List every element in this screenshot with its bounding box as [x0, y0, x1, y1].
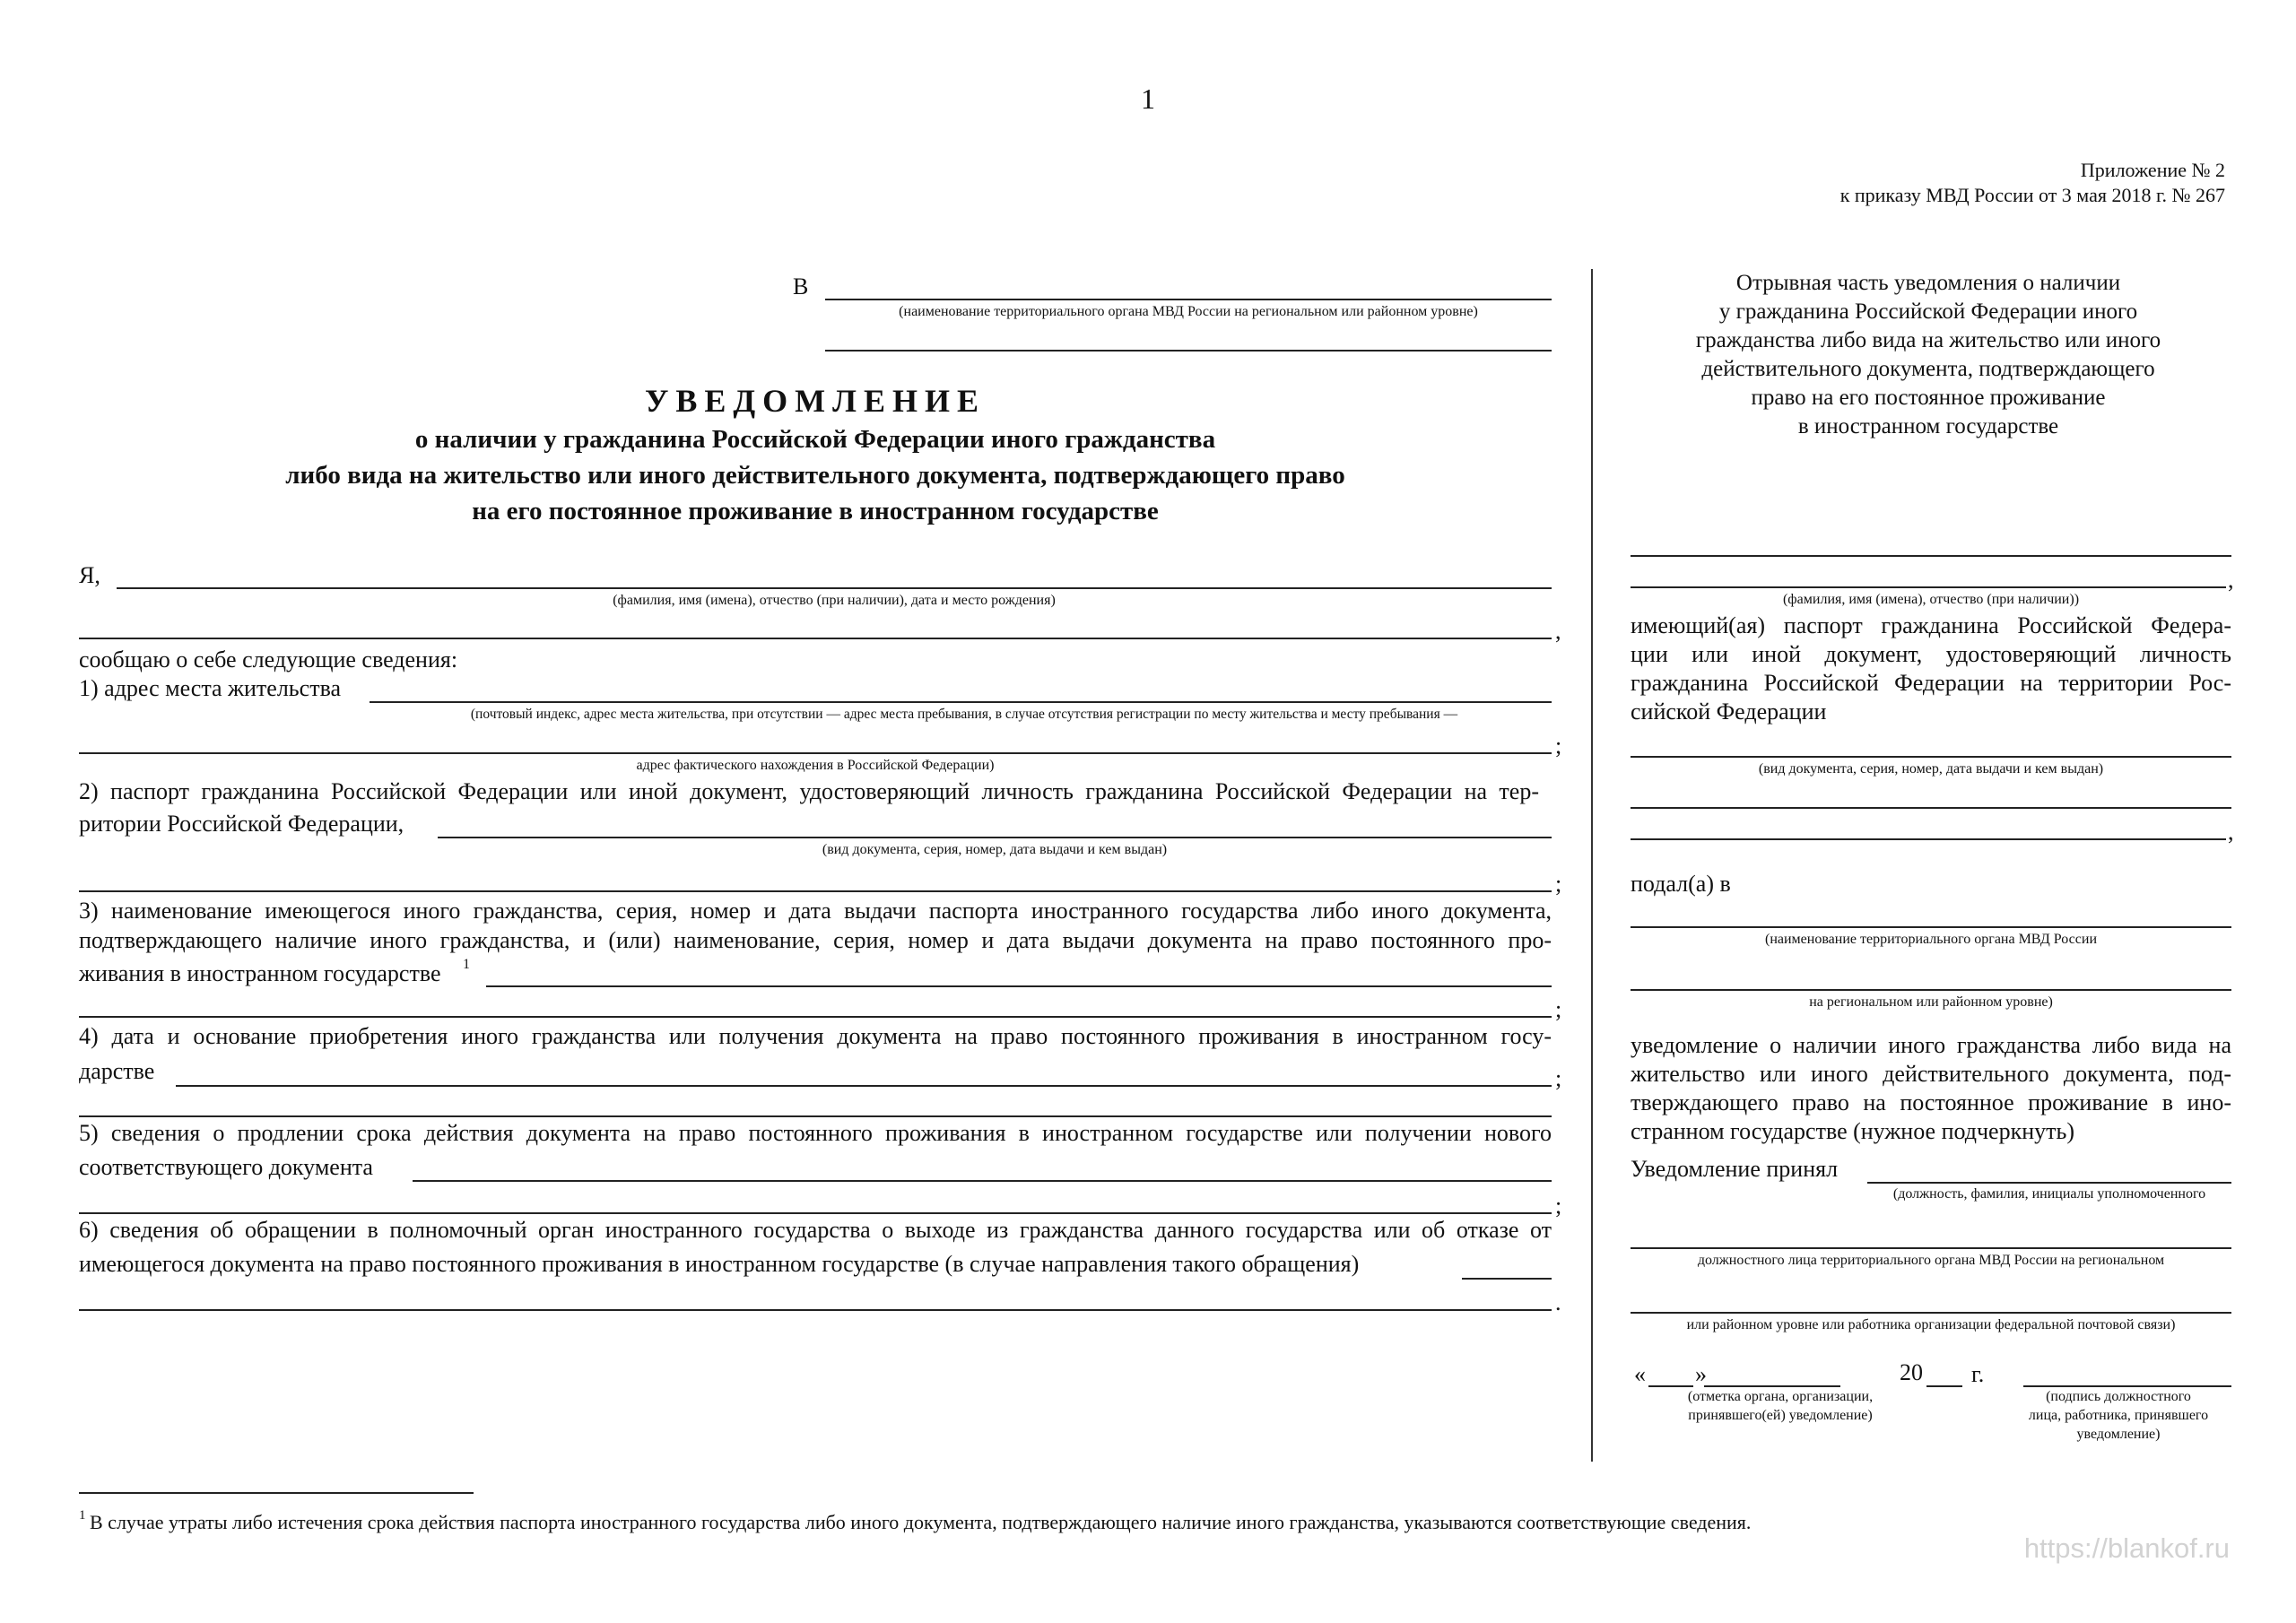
address-line[interactable] — [370, 701, 1552, 703]
footnote-ref: 1 — [463, 957, 470, 972]
stub-name-line-2[interactable] — [1631, 586, 2226, 588]
mark-caption-1: (отметка органа, организации, — [1687, 1389, 1874, 1404]
date-open-quote: « — [1634, 1361, 1646, 1387]
address-caption-1: (почтовый индекс, адрес места жительства, при отсутствии — адрес места пребывания, в случае отсутствия регистрации по месту жительства и месту пребывания — — [470, 707, 1458, 722]
stub-organ-line[interactable] — [1631, 926, 2231, 928]
full-name-line-2[interactable] — [79, 638, 1552, 639]
renunciation-line-2[interactable] — [79, 1309, 1552, 1311]
stub-title — [1632, 269, 2224, 441]
stub-title-line: гражданства либо вида на жительство или иного — [1695, 328, 2161, 352]
stub-accepted-line-2[interactable] — [1631, 1247, 2231, 1249]
acquisition-line[interactable] — [176, 1085, 1552, 1087]
item5-line-2: соответствующего документа — [79, 1154, 373, 1180]
date-close-quote: » — [1695, 1361, 1707, 1387]
stub-organ-line-2[interactable] — [1631, 989, 2231, 991]
renunciation-line[interactable] — [1462, 1278, 1552, 1280]
signature-line[interactable] — [2023, 1385, 2231, 1387]
stub-accepted-line[interactable] — [1867, 1182, 2231, 1184]
stub-doc-line[interactable] — [1631, 756, 2231, 758]
sign-caption-2: лица, работника, принявшего — [2028, 1408, 2209, 1423]
extension-line-2[interactable] — [79, 1212, 1552, 1214]
stub-accepted-caption-3: или районном уровне или работника организации федеральной почтовой связи) — [1686, 1317, 2176, 1332]
mark-caption-2: принявшего(ей) уведомление) — [1688, 1408, 1873, 1423]
year-suffix: г. — [1971, 1361, 1985, 1387]
appendix-line-2: к приказу МВД России от 3 мая 2018 г. № 267 — [1839, 184, 2225, 206]
date-month-line[interactable] — [1704, 1385, 1840, 1387]
stub-organ-caption-2: на региональном или районном уровне) — [1809, 994, 2053, 1010]
footnote-text: В случае утраты либо истечения срока действия паспорта иностранного государства либо иного документа, подтверждающего наличие иного гражданства, указываются соответствующие сведения. — [90, 1511, 1752, 1533]
document-title: УВЕДОМЛЕНИЕ — [644, 383, 987, 419]
period-mark: . — [1555, 1289, 1561, 1315]
extension-line[interactable] — [413, 1180, 1552, 1182]
title-subline-3: на его постоянное проживание в иностранном государстве — [472, 497, 1159, 525]
stub-title-line: Отрывная часть уведомления о наличии — [1735, 271, 2121, 295]
item2-line-2: ритории Российской Федерации, — [79, 811, 404, 837]
citizenship-line[interactable] — [486, 985, 1552, 987]
year-prefix: 20 — [1900, 1359, 1923, 1385]
comma-mark: , — [2228, 567, 2234, 593]
stub-accepted-label: Уведомление принял — [1631, 1156, 1839, 1182]
stub-title-line: право на его постоянное проживание — [1751, 386, 2106, 410]
stub-accepted-caption-1: (должность, фамилия, инициалы уполномоченного — [1892, 1186, 2206, 1202]
full-name-line[interactable] — [117, 587, 1552, 589]
title-subline-2: либо вида на жительство или иного действительного документа, подтверждающего право — [285, 461, 1345, 490]
item2-line-1: 2) паспорт гражданина Российской Федерации или иной документ, удостоверяющий личность гражданина Российской Федерации на тер- — [79, 778, 1539, 804]
stub-doc-line-3[interactable] — [1631, 838, 2226, 840]
item4-line-2: дарстве — [79, 1058, 155, 1084]
footnote-separator — [79, 1492, 474, 1494]
stub-passport-line-1: имеющий(ая) паспорт гражданина Российской Федера- — [1631, 612, 2231, 638]
semicolon-mark: ; — [1555, 733, 1562, 759]
sign-caption-1: (подпись должностного — [2046, 1389, 2191, 1404]
stub-title-line: действительного документа, подтверждающего — [1701, 357, 2155, 381]
tear-off-divider — [1591, 269, 1593, 1462]
passport-line[interactable] — [438, 837, 1552, 838]
stub-title-line: в иностранном государстве — [1797, 414, 2059, 438]
date-day-line[interactable] — [1648, 1385, 1693, 1387]
stub-doc-line-2[interactable] — [1631, 807, 2231, 809]
comma-mark: , — [1555, 618, 1561, 644]
stub-accepted-caption-2: должностного лица территориального органа МВД России на региональном — [1697, 1253, 2165, 1268]
address-caption-2: адрес фактического нахождения в Российской Федерации) — [636, 758, 995, 773]
semicolon-mark: ; — [1555, 996, 1562, 1022]
item3-line-2: подтверждающего наличие иного гражданства, и (или) наименование, серия, номер и дата выдачи документа на право постоянного про- — [79, 927, 1552, 953]
full-name-caption: (фамилия, имя (имена), отчество (при наличии), дата и место рождения) — [613, 593, 1056, 608]
stub-notice-line-1: уведомление о наличии иного гражданства либо вида на — [1631, 1032, 2231, 1058]
passport-caption: (вид документа, серия, номер, дата выдачи и кем выдан) — [822, 842, 1168, 857]
stub-notice-line-2: жительство или иного действительного документа, под- — [1631, 1061, 2231, 1087]
semicolon-mark: ; — [1555, 871, 1562, 897]
stub-notice-line-3: тверждающего право на постоянное проживание в ино- — [1631, 1089, 2231, 1115]
stub-doc-caption: (вид документа, серия, номер, дата выдачи и кем выдан) — [1758, 761, 2104, 777]
to-prefix: В — [793, 273, 809, 299]
to-organ-line[interactable] — [825, 299, 1552, 300]
date-year-line[interactable] — [1926, 1385, 1962, 1387]
item3-line-1: 3) наименование имеющегося иного гражданства, серия, номер и дата выдачи паспорта иностранного государства либо иного документа, — [79, 898, 1552, 924]
address-line-2[interactable] — [79, 752, 1552, 754]
item1-label: 1) адрес места жительства — [79, 675, 342, 701]
title-subline-1: о наличии у гражданина Российской Федерации иного гражданства — [414, 425, 1216, 454]
item3-line-3: живания в иностранном государстве — [79, 960, 441, 986]
stub-name-line[interactable] — [1631, 555, 2231, 557]
stub-notice-line-4: странном государстве (нужное подчеркнуть) — [1631, 1118, 2075, 1144]
comma-mark: , — [2228, 819, 2234, 845]
passport-line-2[interactable] — [79, 890, 1552, 892]
stub-name-caption: (фамилия, имя (имена), отчество (при наличии)) — [1782, 592, 2080, 607]
appendix-line-1: Приложение № 2 — [2080, 159, 2225, 181]
stub-passport-line-3: гражданина Российской Федерации на территории Рос- — [1631, 670, 2231, 696]
to-organ-caption: (наименование территориального органа МВД России на региональном или районном уровне) — [899, 304, 1478, 319]
citizenship-line-2[interactable] — [79, 1016, 1552, 1018]
stub-submitted: подал(а) в — [1631, 871, 1731, 897]
report-intro: сообщаю о себе следующие сведения: — [79, 647, 458, 673]
page-number: 1 — [1141, 82, 1155, 115]
stub-organ-caption-1: (наименование территориального органа МВД России — [1764, 932, 2098, 947]
acquisition-line-2[interactable] — [79, 1115, 1552, 1117]
semicolon-mark: ; — [1555, 1065, 1562, 1091]
footnote-mark: 1 — [79, 1508, 86, 1523]
item5-line-1: 5) сведения о продлении срока действия документа на право постоянного проживания в иностранном государстве или получении нового — [79, 1120, 1552, 1146]
sign-caption-3: уведомление) — [2076, 1427, 2161, 1442]
semicolon-mark: ; — [1555, 1193, 1562, 1219]
watermark: https://blankof.ru — [2023, 1532, 2230, 1564]
to-organ-line-2[interactable] — [825, 350, 1552, 352]
item4-line-1: 4) дата и основание приобретения иного гражданства или получения документа на право постоянного проживания в иностранном госу- — [79, 1023, 1552, 1049]
stub-accepted-line-3[interactable] — [1631, 1312, 2231, 1314]
item6-line-2: имеющегося документа на право постоянного проживания в иностранном государстве (в случае направления такого обращения) — [79, 1251, 1360, 1277]
stub-passport-line-2: ции или иной документ, удостоверяющий личность — [1631, 641, 2231, 667]
stub-passport-line-4: сийской Федерации — [1631, 699, 1827, 725]
stub-title-line: у гражданина Российской Федерации иного — [1718, 299, 2138, 324]
i-prefix: Я, — [79, 562, 100, 588]
item6-line-1: 6) сведения об обращении в полномочный орган иностранного государства о выходе из гражданства данного государства или об отказе от — [79, 1217, 1552, 1243]
